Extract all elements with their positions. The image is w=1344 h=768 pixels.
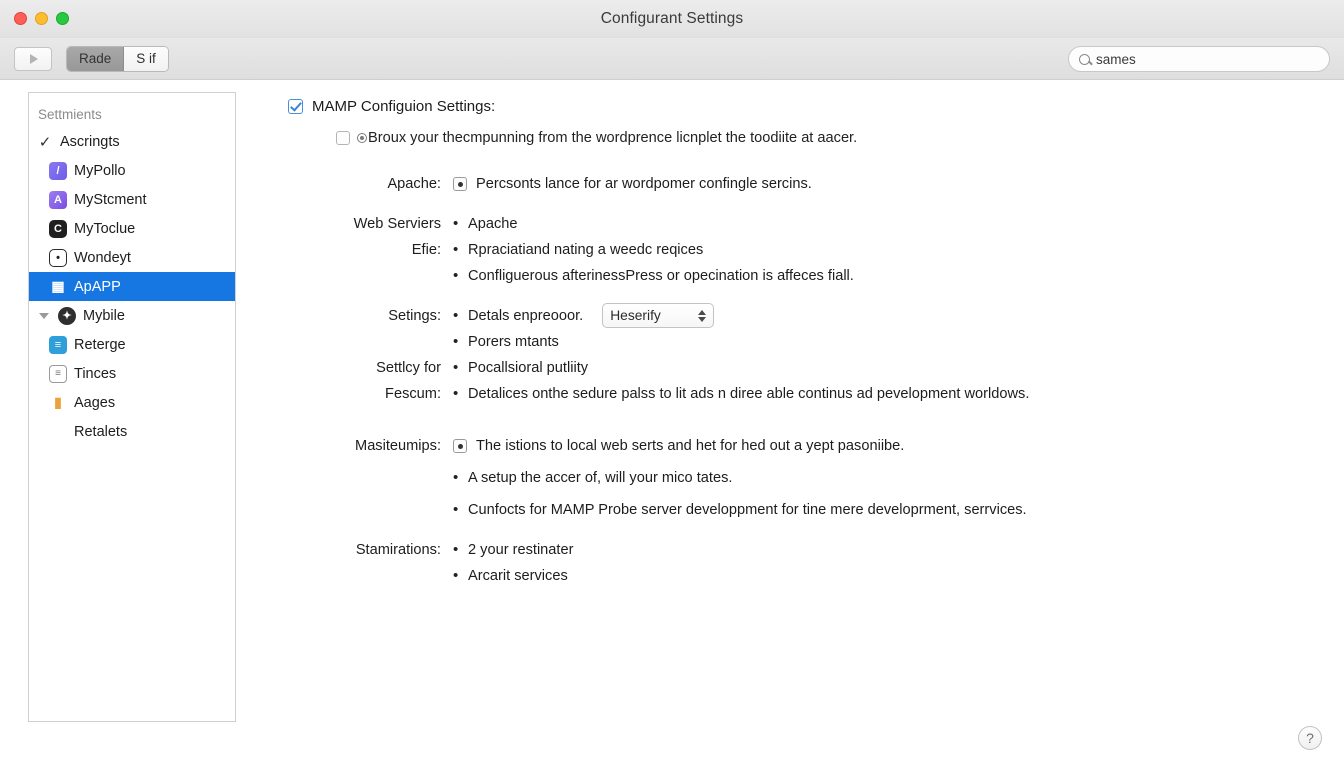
bullet-icon: • [453,567,459,584]
section-item-row [453,563,573,589]
section-setings [288,303,1344,355]
intro-checkbox[interactable] [336,131,350,145]
section-item: The istions to local web serts and het for hed out a yept pasoniibe. [476,438,905,454]
intro-row [336,125,1344,151]
window-controls [14,12,69,25]
app-icon-white: • [49,249,67,267]
apache-radio[interactable] [453,177,467,191]
app-icon-violet: / [49,162,67,180]
enable-settings-checkbox[interactable] [288,99,303,114]
section-body [453,171,812,197]
section-item: Rpraciatiand nating a weedc reqices [468,242,704,258]
section-item: Cunfocts for MAMP Probe server developpment for tine mere developrment, serrvices. [468,502,1027,518]
sidebar-item-label: Aages [74,394,116,411]
sidebar-header: Settmients [38,106,102,122]
bullet-icon: • [453,469,459,486]
section-efie [288,237,1344,289]
section-settlcy-for [288,355,1344,381]
section-label: Efie: [411,242,441,258]
help-button[interactable]: ? [1298,726,1322,750]
section-item: Apache [468,216,518,232]
sidebar-item-label: ApAPP [74,278,121,295]
minimize-button[interactable] [35,12,48,25]
section-item: Detalices onthe sedure palss to lit ads n diree able continus ad pevelopment worldows. [468,386,1030,402]
section-item-row [453,537,573,563]
page-title: MAMP Configuion Settings: [312,98,496,115]
dropdown-value: Heserify [610,308,661,323]
grid-icon: ▦ [51,278,65,294]
search-field[interactable] [1068,46,1330,72]
app-icon-violet2: A [49,191,67,209]
intro-text: Broux your thecmpunning from the wordprence licnplet the toodiite at aacer. [357,125,857,151]
play-button[interactable] [14,47,52,71]
doc-blue-icon: ≡ [49,336,67,354]
section-fescum [288,381,1344,407]
section-item: Porers mtants [468,334,559,350]
bullet-icon: • [453,541,459,558]
bullet-icon: • [453,501,459,518]
sidebar-item-mytoclue[interactable] [29,214,235,243]
sidebar-item-retalets[interactable] [29,417,235,446]
chevron-down-icon[interactable] [39,313,49,319]
section-item-row [453,329,714,355]
sidebar [28,92,236,722]
sidebar-item-apapp[interactable] [29,272,235,301]
sidebar-item-label: Retalets [74,423,128,440]
sidebar-item-aages[interactable] [29,388,235,417]
section-body [453,381,1029,407]
section-label: Settlcy for [376,360,441,376]
section-item: Pocallsioral putliity [468,360,589,376]
section-item: Percsonts lance for ar wordpomer confingle sercins. [476,176,812,192]
segmented-control[interactable] [66,46,169,72]
section-label: Masiteumips: [355,438,441,454]
doc-paper-icon: ≡ [49,365,67,383]
bullet-icon: • [453,241,459,258]
chevron-up-icon [698,310,706,315]
bullet-icon: • [453,267,459,284]
section-body [453,237,854,289]
section-label: Fescum: [385,386,441,402]
bullet-icon: • [453,385,459,402]
section-item: A setup the accer of, will your mico tates. [468,470,733,486]
sidebar-item-label: Mybile [83,307,125,324]
sidebar-item-label: MyStcment [74,191,147,208]
bullet-icon: • [453,359,459,376]
section-item: Detals enpreooor. [468,308,584,324]
sidebar-item-label: Tinces [74,365,117,382]
section-web-serviers [288,211,1344,237]
segment-sif[interactable]: S if [124,47,168,71]
segment-rade[interactable]: Rade [67,47,124,71]
maximize-button[interactable] [56,12,69,25]
stepper-icon[interactable] [698,310,706,322]
section-body [453,303,714,355]
section-body [453,211,518,237]
section-body [453,355,588,381]
section-item-row [453,263,854,289]
sidebar-item-label: Reterge [74,336,126,353]
section-item-row [453,433,1027,459]
play-icon [30,54,38,64]
window-title: Configurant Settings [600,9,744,27]
close-button[interactable] [14,12,27,25]
section-item-row [453,237,854,263]
sidebar-item-label: MyToclue [74,220,136,237]
section-label: Stamirations: [355,542,441,558]
section-item-row [453,497,1027,523]
intro-radio-icon [357,133,367,143]
section-masiteumips [288,433,1344,523]
toolbar [0,38,1344,80]
section-stamirations [288,537,1344,589]
section-apache [288,171,1344,197]
sidebar-item-label: MyPollo [74,162,126,179]
search-icon [1079,54,1090,65]
sidebar-item-mypollo[interactable] [29,156,235,185]
heserify-dropdown[interactable] [602,303,714,328]
section-item: 2 your restinater [468,542,574,558]
sidebar-item-label: Ascringts [60,133,120,150]
sidebar-item-ascringts[interactable] [29,127,235,156]
masiteumips-radio[interactable] [453,439,467,453]
chart-icon: ▮ [54,394,62,410]
section-label: Apache: [387,176,441,192]
main-content [236,80,1344,768]
bullet-icon: • [453,307,459,324]
section-label: Setings: [388,308,441,324]
bullet-icon: • [453,215,459,232]
sidebar-item-tinces[interactable] [29,359,235,388]
sidebar-item-wondeyt[interactable] [29,243,235,272]
chevron-down-icon [698,317,706,322]
section-body [453,537,573,589]
main-title-row [288,98,1344,115]
badge-icon: ✦ [58,307,76,325]
section-item-row [453,303,714,329]
section-body [453,433,1027,523]
section-item: Arcarit services [468,568,568,584]
sidebar-item-label: Wondeyt [74,249,131,266]
section-label: Web Serviers [353,216,441,232]
sidebar-item-mystcment[interactable] [29,185,235,214]
sidebar-item-reterge[interactable] [29,330,235,359]
window-body [0,80,1344,768]
bullet-icon: • [453,333,459,350]
sidebar-item-mybile[interactable] [29,301,235,330]
section-item-row [453,465,1027,491]
section-item: Confliguerous afterinessPress or opecination is affeces fiall. [468,268,854,284]
title-bar [0,0,1344,38]
search-input-value[interactable]: sames [1096,51,1136,67]
checkmark-icon: ✓ [38,133,52,151]
app-icon-dark: C [49,220,67,238]
